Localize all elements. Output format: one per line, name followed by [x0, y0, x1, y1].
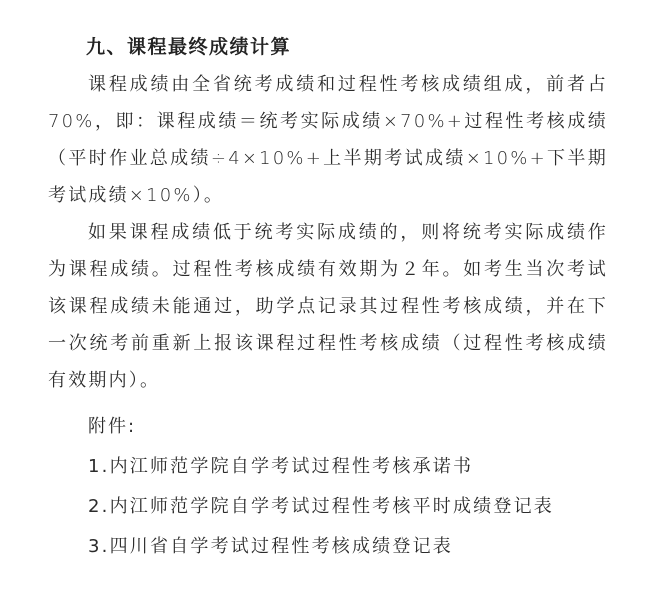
attachment-item-2: 2.内江师范学院自学考试过程性考核平时成绩登记表	[88, 496, 554, 517]
attachment-item-1: 1.内江师范学院自学考试过程性考核承诺书	[88, 456, 474, 477]
attachments-label: 附件:	[88, 416, 137, 437]
paragraph-grade-validity: 如果课程成绩低于统考实际成绩的，则将统考实际成绩作为课程成绩。过程性考核成绩有效期为２年。如考生当次考试该课程成绩未能通过，助学点记录其过程性考核成绩，并在下一次统考前重新上报该课程过程性考核成绩（过程性考核成绩有效期内）。	[48, 222, 608, 391]
attachments-list	[48, 447, 608, 567]
section-heading: 九、课程最终成绩计算	[86, 36, 292, 58]
attachment-item-3: 3.四川省自学考试过程性考核成绩登记表	[88, 536, 453, 557]
document-body	[48, 28, 608, 567]
paragraph-grade-formula: 课程成绩由全省统考成绩和过程性考核成绩组成，前者占70%，即：课程成绩＝统考实际成绩×70%+过程性考核成绩（平时作业总成绩÷4×10%+上半期考试成绩×10%+下半期考试成绩×10%）。	[48, 74, 608, 206]
attachments-section	[48, 407, 608, 567]
